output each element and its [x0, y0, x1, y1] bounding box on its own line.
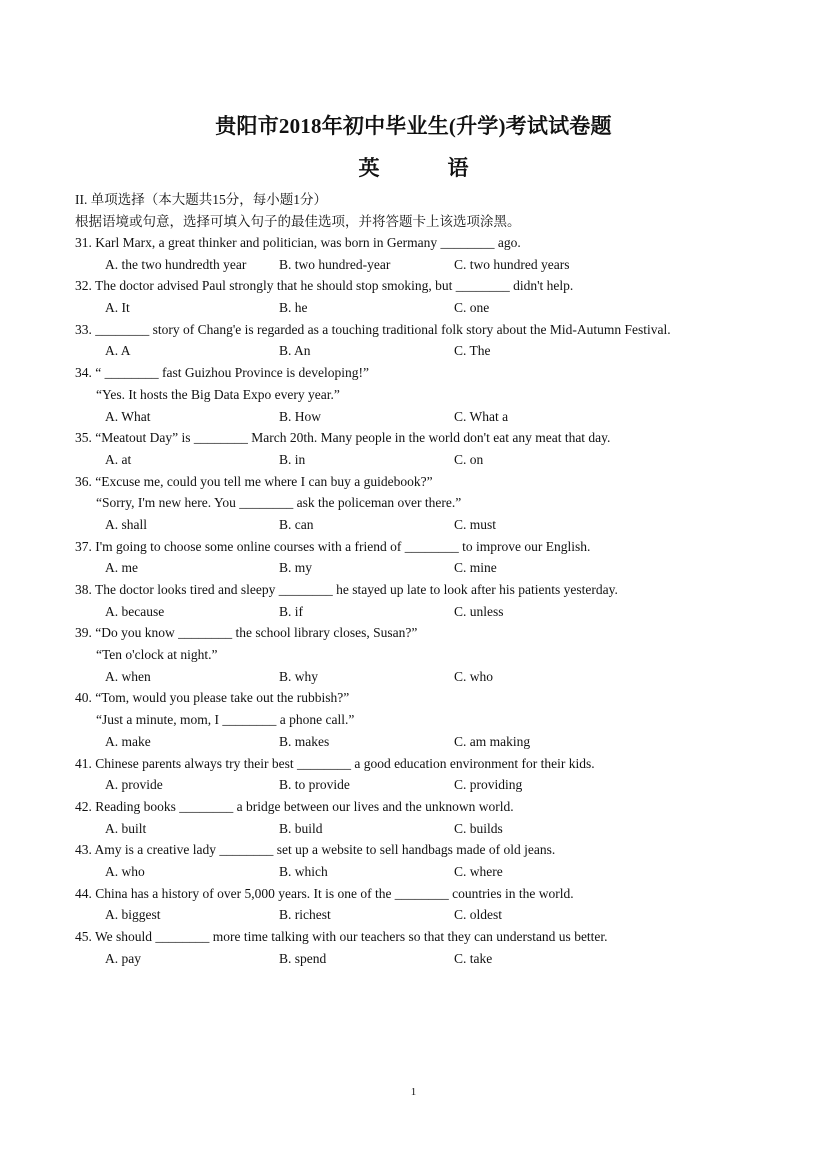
- option-c: C. am making: [454, 733, 531, 749]
- question-options: [75, 861, 775, 883]
- option-c: C. oldest: [454, 907, 503, 923]
- question-options: [75, 557, 775, 579]
- option-a: A. at: [105, 451, 132, 467]
- option-c: C. unless: [454, 603, 504, 619]
- option-b: B. to provide: [279, 777, 350, 793]
- question-stem: 40. “Tom, would you please take out the rubbish?”: [75, 690, 350, 706]
- option-b: B. spend: [279, 950, 327, 966]
- option-b: B. can: [279, 516, 314, 532]
- option-b: B. How: [279, 408, 322, 424]
- option-c: C. providing: [454, 777, 523, 793]
- option-b: B. he: [279, 300, 308, 316]
- option-b: B. why: [279, 668, 319, 684]
- question-stem: 41. Chinese parents always try their best ________ a good education environment for their kids.: [75, 755, 595, 771]
- question-stem: 34. “ ________ fast Guizhou Province is developing!”: [75, 365, 369, 381]
- option-a: A. the two hundredth year: [105, 256, 247, 272]
- question-options: [75, 340, 775, 362]
- question-dialogue-line: “Yes. It hosts the Big Data Expo every year.”: [96, 386, 340, 402]
- option-b: B. in: [279, 451, 306, 467]
- option-a: A. biggest: [105, 907, 161, 923]
- option-a: A. pay: [105, 950, 141, 966]
- page-number: 1: [410, 1086, 417, 1098]
- question-options: [75, 449, 775, 471]
- question-options: [75, 948, 775, 970]
- question-stem: 31. Karl Marx, a great thinker and politician, was born in Germany ________ ago.: [75, 235, 521, 250]
- option-c: C. on: [454, 451, 484, 467]
- section-instruction: 根据语境或句意，选择可填入句子的最佳选项，并将答题卡上该选项涂黑。: [75, 214, 521, 229]
- question-stem: 35. “Meatout Day” is ________ March 20th. Many people in the world don't eat any meat that day.: [75, 430, 611, 446]
- question-options: [75, 514, 775, 536]
- option-c: C. two hundred years: [454, 256, 570, 272]
- option-a: A. make: [105, 733, 151, 749]
- option-b: B. makes: [279, 733, 330, 749]
- option-b: B. two hundred-year: [279, 256, 391, 272]
- subject-char-1: 英: [358, 156, 380, 180]
- subject-char-2: 语: [447, 156, 469, 180]
- option-b: B. build: [279, 820, 323, 836]
- option-b: B. which: [279, 863, 328, 879]
- option-b: B. if: [279, 603, 304, 619]
- question-options: [75, 254, 775, 276]
- exam-title: 贵阳市2018年初中毕业生(升学)考试试卷题: [215, 114, 612, 138]
- question-stem: 33. ________ story of Chang'e is regarded as a touching traditional folk story about the Mid-Autumn Festival.: [75, 321, 671, 337]
- option-c: C. mine: [454, 560, 497, 576]
- option-c: C. What a: [454, 408, 509, 424]
- option-a: A. because: [105, 603, 165, 619]
- question-options: [75, 731, 775, 753]
- option-c: C. builds: [454, 820, 503, 836]
- option-c: C. The: [454, 343, 491, 359]
- question-options: [75, 297, 775, 319]
- question-stem: 38. The doctor looks tired and sleepy ________ he stayed up late to look after his patients yesterday.: [75, 582, 618, 597]
- option-a: A. provide: [105, 777, 163, 793]
- question-stem: 32. The doctor advised Paul strongly that he should stop smoking, but ________ didn't help.: [75, 278, 574, 294]
- question-options: [75, 406, 775, 428]
- question-stem: 42. Reading books ________ a bridge between our lives and the unknown world.: [75, 798, 514, 814]
- option-c: C. must: [454, 516, 497, 532]
- question-stem: 45. We should ________ more time talking with our teachers so that they can understand us better.: [75, 929, 608, 944]
- question-stem: 37. I'm going to choose some online courses with a friend of ________ to improve our English.: [75, 538, 591, 554]
- option-a: A. built: [105, 820, 147, 836]
- option-a: A. What: [105, 408, 151, 424]
- option-c: C. where: [454, 863, 503, 879]
- option-c: C. take: [454, 950, 493, 966]
- subject-heading: [0, 152, 827, 182]
- option-c: C. who: [454, 668, 494, 684]
- option-b: B. An: [279, 343, 311, 359]
- question-options: [75, 666, 775, 688]
- question-dialogue-line: “Sorry, I'm new here. You ________ ask the policeman over there.”: [96, 495, 462, 511]
- question-options: [75, 774, 775, 796]
- question-stem: 39. “Do you know ________ the school library closes, Susan?”: [75, 625, 418, 641]
- question-options: [75, 818, 775, 840]
- question-list: [75, 232, 775, 969]
- option-a: A. who: [105, 863, 145, 879]
- question-stem: 36. “Excuse me, could you tell me where I can buy a guidebook?”: [75, 473, 433, 489]
- option-c: C. one: [454, 300, 490, 316]
- option-a: A. me: [105, 560, 138, 576]
- option-b: B. richest: [279, 907, 331, 923]
- option-a: A. shall: [105, 516, 147, 532]
- question-options: [75, 904, 775, 926]
- option-a: A. It: [105, 300, 130, 316]
- question-stem: 43. Amy is a creative lady ________ set up a website to sell handbags made of old jeans.: [75, 842, 556, 858]
- question-stem: 44. China has a history of over 5,000 years. It is one of the ________ countries in the world.: [75, 885, 574, 901]
- option-a: A. A: [105, 343, 131, 359]
- option-b: B. my: [279, 560, 313, 576]
- question-dialogue-line: “Just a minute, mom, I ________ a phone call.”: [96, 712, 355, 728]
- question-dialogue-line: “Ten o'clock at night.”: [96, 647, 218, 663]
- section-heading: II. 单项选择（本大题共15分，每小题1分）: [75, 192, 327, 207]
- option-a: A. when: [105, 668, 151, 684]
- question-options: [75, 601, 775, 623]
